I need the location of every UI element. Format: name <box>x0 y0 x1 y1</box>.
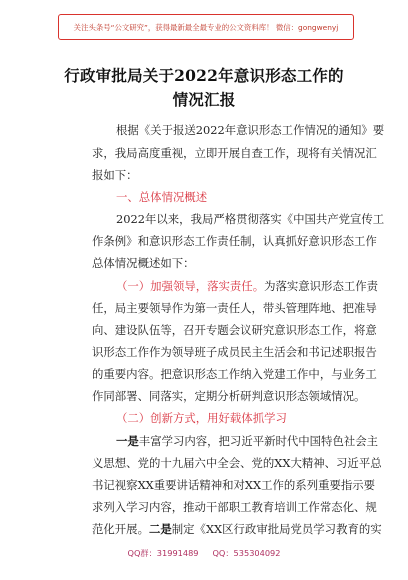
subsection-2-line-5 <box>92 521 382 537</box>
footer-qq-group: QQ群：31991489 <box>127 548 199 558</box>
document-title-line-1: 行政审批局关于2022年意识形态工作的 <box>64 66 344 85</box>
section-1-heading: 一、总体情况概述 <box>116 190 208 204</box>
subsection-2-line-1 <box>116 433 392 449</box>
overview-line-1: 2022年以来，我局严格贯彻落实《中国共产党宣传工 <box>116 212 385 226</box>
intro-line-3: 报如下： <box>92 168 138 182</box>
footer-qq: QQ：535304092 <box>212 548 281 558</box>
subsection-1-line-4: 识形态工作作为领导班子成员民主生活会和书记述职报告 <box>92 345 377 359</box>
overview-line-3: 总体情况概述如下： <box>92 256 195 270</box>
subsection-1-line-5: 的重要内容。把意识形态工作纳入党建工作中，与业务工 <box>92 367 377 381</box>
overview-line-2: 作条例》和意识形态工作责任制，认真抓好意识形态工作 <box>92 234 377 248</box>
footer-contact <box>0 548 408 559</box>
point-two-marker: 二是 <box>148 522 172 536</box>
subsection-1-text-start: 为落实意识形态工作责 <box>264 279 379 293</box>
subsection-2-line-3: 书记视察XX重要讲话精神和对XX工作的系列重要指示要 <box>92 478 376 492</box>
point-one-marker: 一是 <box>116 434 139 448</box>
subsection-1-line-3: 向、建设队伍等，召开专题会议研究意识形态工作，将意 <box>92 323 377 337</box>
subsection-1-heading: （一）加强领导，落实责任。 <box>116 279 265 293</box>
subsection-2-line-4: 求列入学习内容，推动干部职工教育培训工作常态化、规 <box>92 500 377 514</box>
point-two-text: 制定《XX区行政审批局党员学习教育的实 <box>171 522 382 536</box>
subsection-1-line-2: 任，局主要领导作为第一责任人，带头管理阵地、把准导 <box>92 301 377 315</box>
subsection-1-line-6: 作同部署、同落实，定期分析研判意识形态领域情况。 <box>92 389 366 403</box>
point-one-text: 丰富学习内容，把习近平新时代中国特色社会主 <box>138 434 379 448</box>
point-one-end-text: 范化开展。 <box>92 522 149 536</box>
promo-banner-text: 关注头条号“公文研究”，获得最新最全最专业的公文资料库！ 微信：gongwenyj <box>73 22 339 32</box>
document-title-line-2: 情况汇报 <box>172 90 236 109</box>
subsection-2-line-2: 义思想、党的十九届六中全会、党的XX大精神、习近平总 <box>92 456 382 470</box>
intro-line-1: 根据《关于报送2022年意识形态工作情况的通知》要 <box>116 123 385 137</box>
subsection-1-line-1 <box>116 278 392 294</box>
intro-line-2: 求，我局高度重视，立即开展自查工作，现将有关情况汇 <box>92 146 377 160</box>
promo-banner <box>58 14 354 40</box>
subsection-2-heading: （二）创新方式，用好载体抓学习 <box>116 411 287 425</box>
